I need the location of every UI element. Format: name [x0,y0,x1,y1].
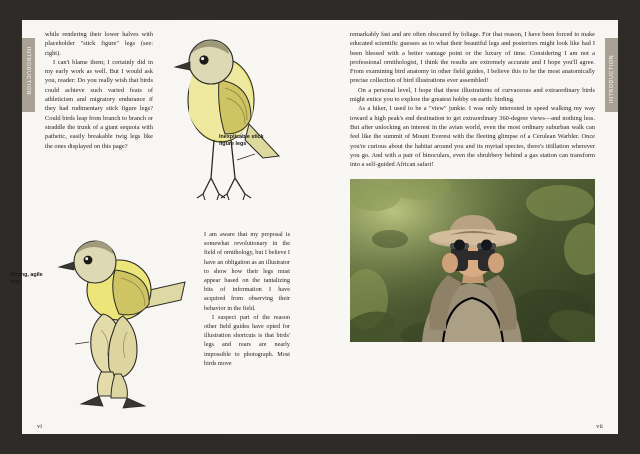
page-border-top-right [320,0,640,20]
paragraph: As a hiker, I used to be a "view" junkie. I was only interested in speed walking my way toward a high peak's end destination to get extraordinary 360-degree views—and nothing less. But after unlocking an interest in the avian world, even the most ordinary suburban walk can feel like the summit of Mount Everest with the fleeting glimpse of a Cerulean Warbler. Once you're curious about the habitat around you and its myriad species, there's titillation wherever you go. And with a pair of binoculars, even the shrubbery behind a gas station can transform into a self-guided African safari! [350,105,595,169]
page-number-left: vi [37,423,43,430]
section-tab-label-left: INTRODUCTION [25,47,31,96]
page-border-bottom-right [320,434,640,454]
left-top-text-column [45,30,153,151]
left-bottom-text-column [204,230,290,368]
paragraph: remarkably fast and are often obscured by foliage. For that reason, I have been forced to make educated scientific guesses as to what their beautiful legs and posteriors might look like had I been blessed with a better vantage point or the luxury of time. Considering I am not a professional ornithologist, I think the results are extremely accurate and I hope you'll agree. From examining bird anatomy in other field guides, I believe this to be the most anatomically precise collection of bird illustrations ever assembled! [350,31,595,85]
right-page [320,0,640,454]
callout-stick-figure-legs: Inexplicable stick figure legs [219,134,264,147]
paragraph: I can't blame them; I certainly did in my early work as well. But I would ask you, reader: Do you really wish that birds could achieve such varied feats of athleticism and migratory endurance if they had rudimentary stick figure legs? Could birds leap from branch to branch or straddle the trunk of a giant sequoia with pathetic, easily breakable twig legs like the ones displayed on this page? [45,58,153,150]
page-border-outer-right [618,0,640,454]
page-border-bottom-left [0,434,320,454]
left-top-block [45,30,290,220]
section-tab-right [605,38,618,112]
right-text-column [350,30,595,169]
paragraph: I suspect part of the reason other field guides have opted for illustration shortcuts is that birds' legs and rears are nearly impossible to photograph. Most birds move [204,313,290,367]
page-number-right: vii [596,423,603,430]
left-page-content [45,30,290,414]
birder-with-binoculars-photo [350,179,595,342]
warbler-stick-legs-illustration [159,28,289,218]
right-page-content [350,30,595,414]
page-border-top-left [0,0,320,20]
left-bottom-block [45,226,290,411]
warbler-strong-legs-illustration [45,226,195,411]
section-tab-left [22,38,35,112]
callout-strong-agile-legs: Strong, agile legs [10,272,43,285]
paragraph: On a personal level, I hope that these illustrations of curvaceous and extraordinary birds might entice you to explore the greatest hobby on earth: birding. [350,86,595,104]
section-tab-label-right: INTRODUCTION [609,54,615,103]
paragraph: while rendering their lower halves with placeholder "stick figure" legs (see: right). [45,31,153,57]
paragraph: I am aware that my proposal is somewhat revolutionary in the field of ornithology, but I believe I have an obligation as an illustrator to show how their legs must appear based on the tantalizing bits of information I have acquired from observing their behavior in the field. [204,231,290,312]
page-border-outer-left [0,0,22,454]
